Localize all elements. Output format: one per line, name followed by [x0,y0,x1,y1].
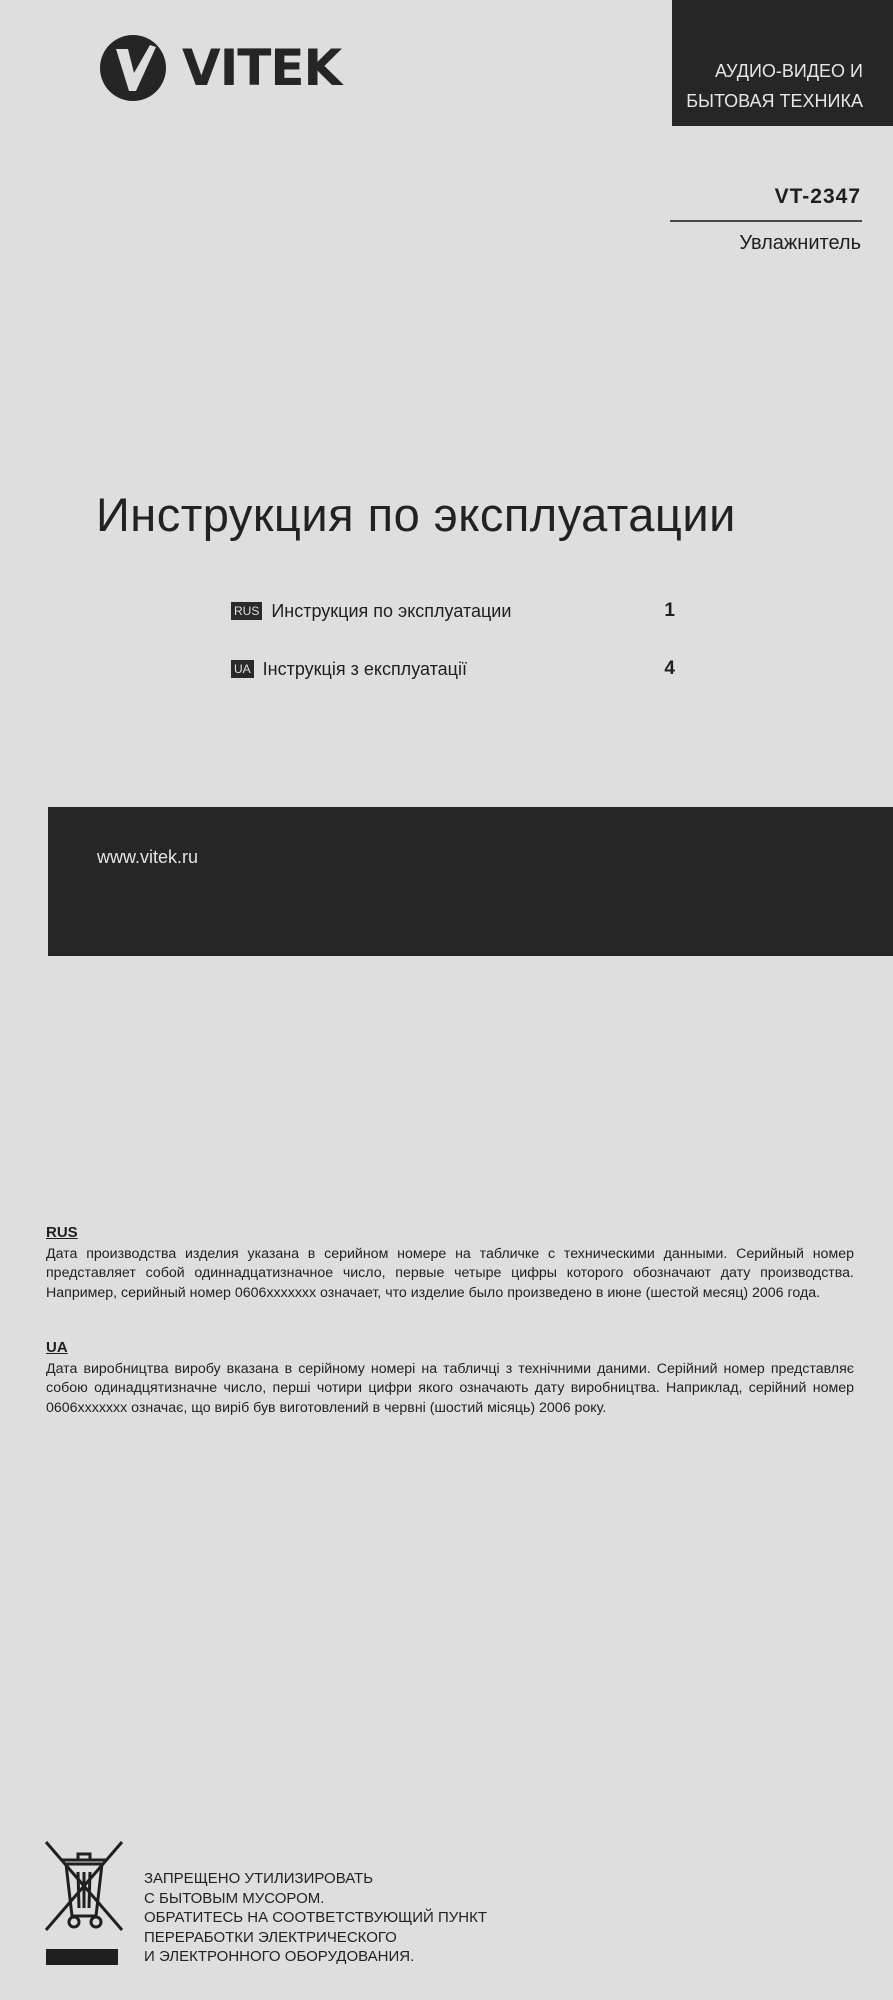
website-link: www.vitek.ru [97,847,199,867]
toc-page-number: 4 [664,658,675,679]
disposal-notice [144,1869,487,1967]
bin-underline-bar [46,1949,118,1965]
category-line-2: БЫТОВАЯ ТЕХНИКА [686,91,863,111]
brand-name: VITEK [182,39,342,97]
lang-tag-rus: RUS [231,602,262,620]
lang-tag-ua: UA [231,660,254,678]
disposal-line: ОБРАТИТЕСЬ НА СООТВЕТСТВУЮЩИЙ ПУНКТ [144,1909,488,1926]
toc-label: Інструкція з експлуатації [262,658,467,679]
page-title: Инструкция по эксплуатации [96,488,736,541]
toc-row-rus [231,598,675,624]
model-divider [670,220,862,222]
model-number: VT-2347 [774,185,861,208]
note-heading-ua: UA [46,1339,68,1356]
product-name: Увлажнитель [739,232,861,254]
note-heading-rus: RUS [46,1224,78,1241]
toc-label: Инструкция по эксплуатации [271,600,512,621]
note-text-ua: Дата виробництва виробу вказана в серійному номері на табличці з технічними даними. Серійний номер представляє собою одинадцятизначне число, перші чотири цифри якого означають дату виробництва. Наприклад, серійний номер 0606xxxxxxx означає, що виріб був виготовлений в червні (шостий місяць) 2006 року. [46,1361,854,1416]
vitek-logo-icon [98,33,168,103]
disposal-line: И ЭЛЕКТРОННОГО ОБОРУДОВАНИЯ. [144,1948,415,1965]
disposal-line: ПЕРЕРАБОТКИ ЭЛЕКТРИЧЕСКОГО [144,1928,397,1946]
disposal-line: С БЫТОВЫМ МУСОРОМ. [144,1889,325,1907]
disposal-line: ЗАПРЕЩЕНО УТИЛИЗИРОВАТЬ [144,1870,374,1887]
crossed-out-wheelie-bin-icon [40,1838,128,1934]
toc-row-ua [231,656,675,682]
toc-page-number: 1 [664,600,675,621]
dark-banner [48,807,893,956]
category-box [672,0,893,126]
note-text-rus: Дата производства изделия указана в серийном номере на табличке с техническими данными. Серийный номер представляет собой одиннадцатизначное число, первые четыре цифры которого обозначают дату производства. Например, серийный номер 0606xxxxxxx означает, что изделие было произведено в июне (шестой месяц) 2006 года. [46,1246,854,1301]
category-line-1: АУДИО-ВИДЕО И [714,61,863,81]
brand-logo [98,33,341,103]
